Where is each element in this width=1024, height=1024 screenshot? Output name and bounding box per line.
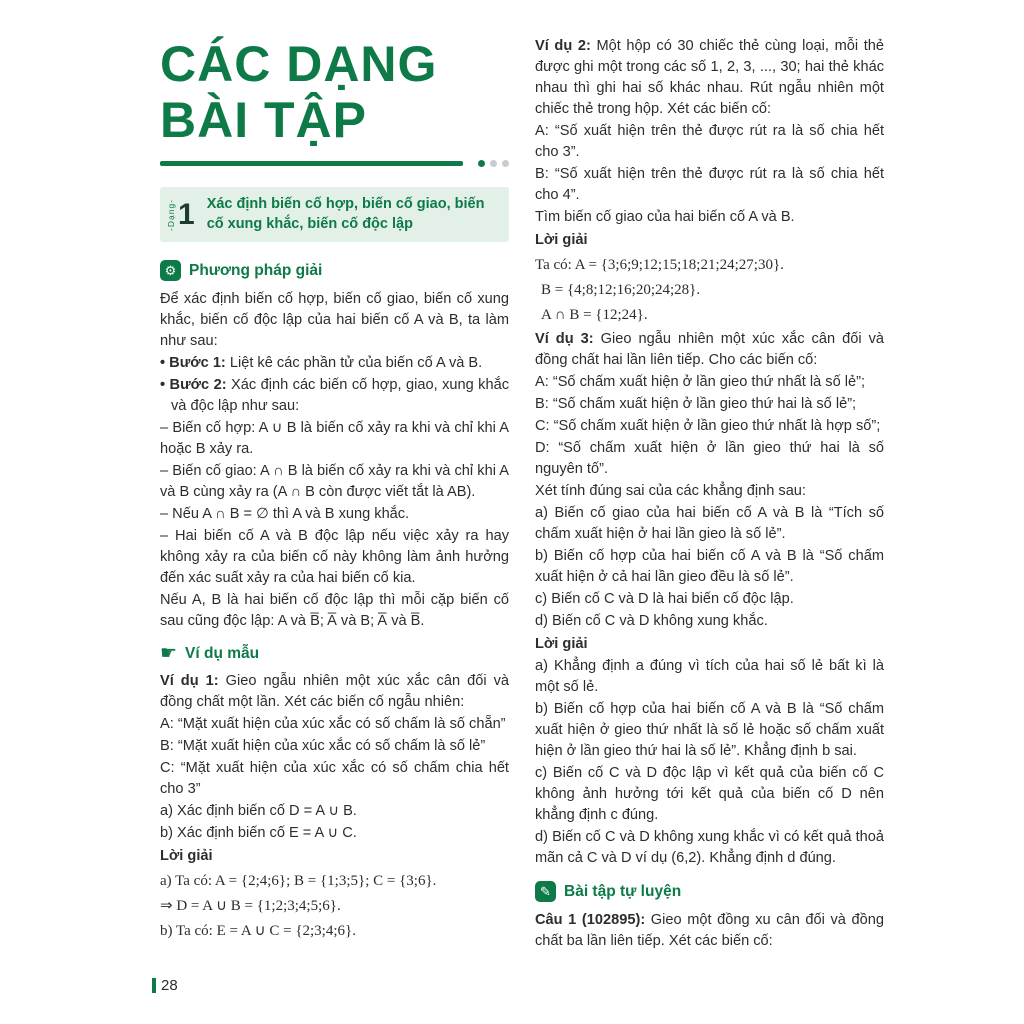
statement-line: a) Biến cố giao của hai biến cố A và B là “Tích số chấm xuất hiện ở hai lần gieo là số lẻ”. — [535, 505, 884, 542]
question-1-text: Gieo một đồng xu cân đối và đồng chất ba lần liên tiếp. Xét các biến cố: — [535, 912, 884, 949]
example-1-label: Ví dụ 1: — [160, 673, 219, 690]
solution-label: Lời giải — [160, 848, 213, 865]
statement-line: d) Biến cố C và D không xung khắc. — [535, 613, 768, 629]
statement-line: B: “Số chấm xuất hiện ở lần gieo thứ hai là số lẻ”; — [535, 396, 857, 412]
solution-line: a) Khẳng định a đúng vì tích của hai số lẻ bất kì là một số lẻ. — [535, 658, 884, 695]
chapter-title-line1: CÁC DẠNG — [160, 36, 438, 92]
section-examples — [160, 644, 509, 663]
example-2-label: Ví dụ 2: — [535, 38, 591, 54]
formula-line: ⇒ D = A ∪ B = {1;2;3;4;5;6}. — [160, 898, 341, 915]
solution-label: Lời giải — [535, 636, 588, 652]
formula-line: Ta có: A = {3;6;9;12;15;18;21;24;27;30}. — [535, 257, 784, 273]
question-1-label: Câu 1 (102895): — [535, 912, 646, 928]
section-method-title: Phương pháp giải — [189, 261, 323, 279]
section-examples-title: Ví dụ mẫu — [185, 644, 260, 662]
formula-line: B = {4;8;12;16;20;24;28}. — [541, 282, 701, 298]
example-3-intro — [535, 329, 884, 371]
statement-line: C: “Mặt xuất hiện của xúc xắc có số chấm chia hết cho 3” — [160, 760, 509, 798]
statement-line: Xét tính đúng sai của các khẳng định sau: — [535, 483, 806, 499]
page-number-bar-icon — [152, 978, 156, 993]
step1-label: • Bước 1: — [160, 355, 226, 372]
question-1 — [535, 910, 884, 952]
formula-line: A ∩ B = {12;24}. — [541, 307, 648, 323]
solution-line: c) Biến cố C và D độc lập vì kết quả của biến cố C không ảnh hưởng tới kết quả của biến cố D nên khẳng định c đúng. — [535, 765, 884, 823]
statement-line: A: “Mặt xuất hiện của xúc xắc có số chấm là số chẵn” — [160, 716, 506, 733]
dot-gray-icon — [490, 160, 497, 167]
right-column — [535, 36, 884, 953]
title-dots — [473, 160, 509, 167]
formula-line: a) Ta có: A = {2;4;6}; B = {1;3;5}; C = {3;6}. — [160, 873, 437, 890]
section-method — [160, 260, 509, 281]
dang-vertical-label: -Dạng- — [166, 198, 176, 231]
example-2-intro — [535, 36, 884, 120]
statement-line: B: “Mặt xuất hiện của xúc xắc có số chấm là số lẻ” — [160, 738, 486, 755]
statement-line: B: “Số xuất hiện trên thẻ được rút ra là số chia hết cho 4”. — [535, 166, 884, 203]
example-1-intro — [160, 671, 509, 713]
method-item: – Hai biến cố A và B độc lập nếu việc xảy ra hay không xảy ra của biến cố này không làm ảnh hưởng đến xác suất xảy ra của hai biến cố kia. — [160, 528, 509, 587]
left-column — [160, 36, 509, 953]
statement-line: D: “Số chấm xuất hiện ở lần gieo thứ hai là số nguyên tố”. — [535, 440, 884, 477]
example-3-text: Gieo ngẫu nhiên một xúc xắc cân đối và đồng chất hai lần liên tiếp. Cho các biến cố: — [535, 331, 884, 368]
chapter-title — [160, 36, 509, 167]
pen-icon: ✎ — [535, 881, 556, 902]
gear-icon: ⚙ — [160, 260, 181, 281]
statement-line: C: “Số chấm xuất hiện ở lần gieo thứ nhất là hợp số”; — [535, 418, 881, 434]
step2-label: • Bước 2: — [160, 377, 227, 394]
method-intro: Để xác định biến cố hợp, biến cố giao, biến cố xung khắc, biến cố độc lập của hai biến cố A và B, ta làm như sau: — [160, 291, 509, 350]
formula-line: b) Ta có: E = A ∪ C = {2;3;4;6}. — [160, 923, 356, 940]
solution-line: b) Biến cố hợp của hai biến cố A và B là “Số chấm xuất hiện ở gieo thứ nhất là số lẻ hoặc số chấm xuất hiện ở lần gieo thứ hai là số lẻ”. Khẳng định b sai. — [535, 701, 884, 759]
statement-line: a) Xác định biến cố D = A ∪ B. — [160, 803, 357, 820]
step2-text: Xác định các biến cố hợp, giao, xung khắc và độc lập như sau: — [171, 377, 510, 415]
method-step1 — [160, 353, 509, 374]
method-item: – Biến cố giao: A ∩ B là biến cố xảy ra khi và chỉ khi A và B cùng xảy ra (A ∩ B còn được viết tắt là AB). — [160, 463, 509, 501]
statement-line: A: “Số chấm xuất hiện ở lần gieo thứ nhất là số lẻ”; — [535, 374, 866, 390]
statement-line: b) Biến cố hợp của hai biến cố A và B là “Số chấm xuất hiện ở cả hai lần gieo đều là số lẻ”. — [535, 548, 884, 585]
method-item: Nếu A, B là hai biến cố độc lập thì mỗi cặp biến cố sau cũng độc lập: A và B̅; A̅ và B; A̅ và B̅. — [160, 592, 509, 630]
two-column-layout — [160, 36, 884, 953]
statement-line: Tìm biến cố giao của hai biến cố A và B. — [535, 209, 795, 225]
pointing-hand-icon: ☛ — [160, 643, 178, 665]
dang-1-heading — [160, 187, 509, 242]
solution-label: Lời giải — [535, 232, 588, 248]
statement-line: A: “Số xuất hiện trên thẻ được rút ra là số chia hết cho 3”. — [535, 123, 884, 160]
method-step2 — [160, 375, 509, 417]
method-item: – Nếu A ∩ B = ∅ thì A và B xung khắc. — [160, 506, 410, 523]
page-number: 28 — [161, 977, 178, 994]
title-rule — [160, 160, 509, 167]
dang-number: 1 — [178, 197, 195, 231]
example-2-text: Một hộp có 30 chiếc thẻ cùng loại, mỗi thẻ được ghi một trong các số 1, 2, 3, ..., 30; hai thẻ khác nhau thì ghi hai số khác nhau. Rút ngẫu nhiên một chiếc thẻ trong hộp. Xét các biến cố: — [535, 38, 884, 117]
section-practice — [535, 881, 884, 902]
title-underline-bar — [160, 161, 463, 166]
example-3-label: Ví dụ 3: — [535, 331, 594, 347]
dot-gray-icon — [502, 160, 509, 167]
dang-title: Xác định biến cố hợp, biến cố giao, biến cố xung khắc, biến cố độc lập — [206, 196, 485, 232]
dang-side — [166, 198, 195, 232]
method-item: – Biến cố hợp: A ∪ B là biến cố xảy ra khi và chỉ khi A hoặc B xảy ra. — [160, 420, 509, 458]
statement-line: b) Xác định biến cố E = A ∪ C. — [160, 825, 357, 842]
step1-text: Liệt kê các phần tử của biến cố A và B. — [225, 355, 483, 372]
page-footer — [152, 977, 178, 994]
example-1-text: Gieo ngẫu nhiên một xúc xắc cân đối và đồng chất một lần. Xét các biến cố ngẫu nhiên: — [160, 673, 509, 711]
statement-line: c) Biến cố C và D là hai biến cố độc lập. — [535, 591, 794, 607]
section-practice-title: Bài tập tự luyện — [564, 882, 682, 900]
chapter-title-line2: BÀI TẬP — [160, 92, 367, 148]
dot-green-icon — [478, 160, 485, 167]
solution-line: d) Biến cố C và D không xung khắc vì có kết quả thoả mãn cả C và D ví dụ (6,2). Khẳng định d đúng. — [535, 829, 884, 866]
